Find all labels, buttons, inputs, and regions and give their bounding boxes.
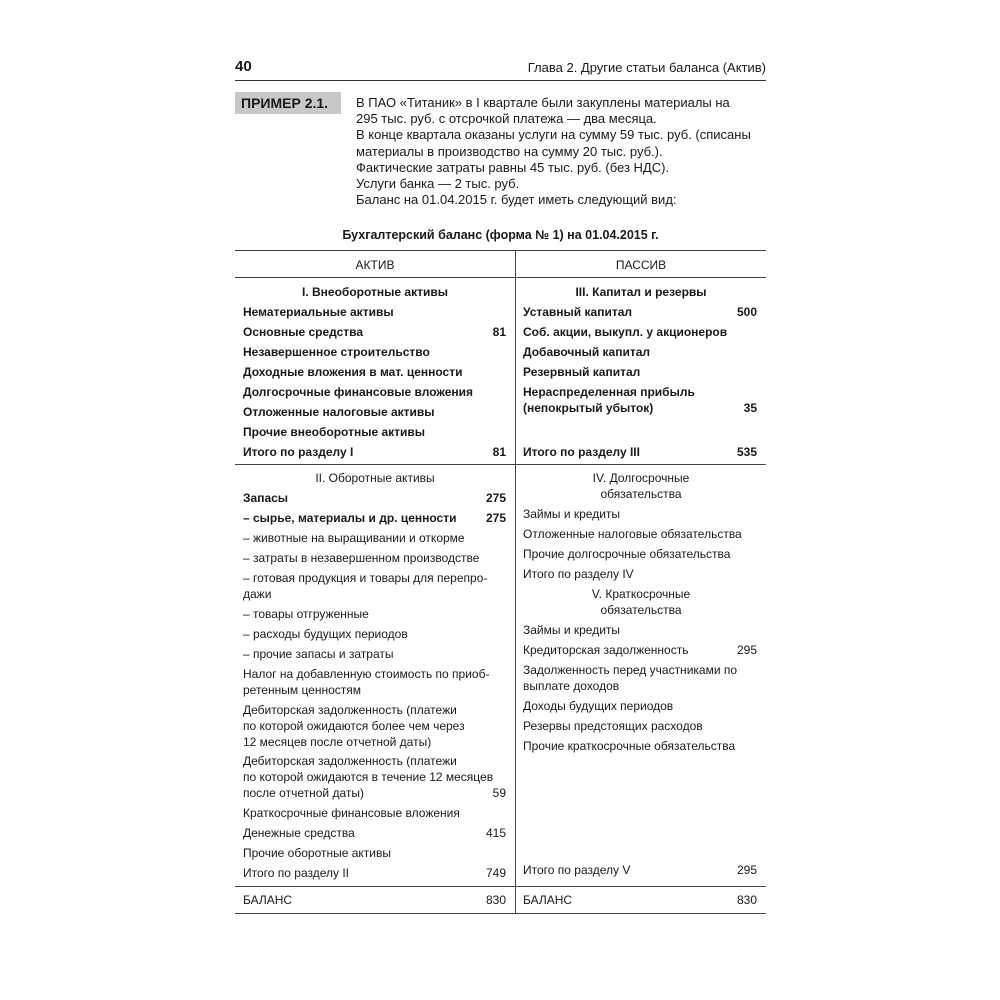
example-line: материалы в производство на сумму 20 тыс. руб.). (356, 143, 663, 159)
section-1-total: Итого по разделу I (243, 445, 354, 459)
aktiv-header: АКТИВ (355, 258, 395, 272)
list-item: 12 месяцев после отчетной даты) (243, 735, 432, 749)
list-item: Денежные средства (243, 826, 355, 840)
section-divider-rule (235, 464, 766, 465)
row-value: 81 (492, 325, 506, 339)
list-item: ретенным ценностям (243, 683, 362, 697)
table-title: Бухгалтерский баланс (форма № 1) на 01.04.2015 г. (342, 228, 659, 242)
list-item: Дебиторская задолженность (платежи (243, 754, 457, 768)
row-value: 81 (492, 445, 506, 459)
section-5-title: V. Краткосрочные (591, 587, 691, 601)
list-item: выплате доходов (523, 679, 620, 693)
list-item: Отложенные налоговые активы (243, 405, 435, 419)
list-item: Задолженность перед участниками по (523, 663, 738, 677)
chapter-title: Глава 2. Другие статьи баланса (Актив) (527, 60, 766, 75)
header-bottom-rule (235, 277, 766, 278)
balance-value-left: 830 (485, 893, 506, 907)
list-item: Дебиторская задолженность (платежи (243, 703, 457, 717)
section-5-title: обязательства (600, 603, 682, 617)
list-item: – затраты в незавершенном производстве (243, 551, 480, 565)
list-item: Резервный капитал (523, 365, 641, 379)
list-item: дажи (243, 587, 272, 601)
list-item: Кредиторская задолженность (523, 643, 689, 657)
list-item: Уставный капитал (523, 305, 632, 319)
list-item: Займы и кредиты (523, 507, 621, 521)
table-top-rule (235, 250, 766, 251)
list-item: после отчетной даты) (243, 786, 364, 800)
list-item: – расходы будущих периодов (243, 627, 408, 641)
list-item: Незавершенное строительство (243, 345, 430, 359)
section-4-title: обязательства (600, 487, 682, 501)
list-item: Доходные вложения в мат. ценности (243, 365, 463, 379)
list-item: Долгосрочные финансовые вложения (243, 385, 474, 399)
row-value: 59 (492, 786, 506, 800)
balance-value-right: 830 (736, 893, 757, 907)
list-item: Добавочный капитал (523, 345, 651, 359)
section-5-total: Итого по разделу V (523, 863, 631, 877)
list-item: по которой ожидаются в течение 12 месяцев (243, 770, 494, 784)
page-number: 40 (235, 58, 252, 75)
table-bottom-rule (235, 913, 766, 914)
example-label: ПРИМЕР 2.1. (235, 92, 341, 114)
header-divider (235, 80, 766, 81)
list-item: – товары отгруженные (243, 607, 369, 621)
row-value: 415 (485, 826, 506, 840)
row-value: 295 (736, 643, 757, 657)
list-item: Краткосрочные финансовые вложения (243, 806, 460, 820)
list-item: – прочие запасы и затраты (243, 647, 394, 661)
balance-label-left: БАЛАНС (243, 893, 293, 907)
list-item: Отложенные налоговые обязательства (523, 527, 742, 541)
list-item: Доходы будущих периодов (523, 699, 674, 713)
example-line: 295 тыс. руб. с отсрочкой платежа — два месяца. (356, 111, 657, 127)
section-3-total: Итого по разделу III (523, 445, 640, 459)
row-value: 500 (736, 305, 757, 319)
list-item: Нематериальные активы (243, 305, 394, 319)
section-2-title: II. Оборотные активы (315, 471, 435, 485)
example-line: Услуги банка — 2 тыс. руб. (356, 176, 520, 192)
section-2-total: Итого по разделу II (243, 866, 350, 880)
list-item: Запасы (243, 491, 289, 505)
list-item: – готовая продукция и товары для перепро- (243, 571, 488, 585)
row-value: 535 (736, 445, 757, 459)
list-item: Займы и кредиты (523, 623, 621, 637)
list-item: Прочие долгосрочные обязательства (523, 547, 731, 561)
balance-label-right: БАЛАНС (523, 893, 573, 907)
list-item: Резервы предстоящих расходов (523, 719, 703, 733)
example-text (356, 95, 771, 208)
row-value: 749 (485, 866, 506, 880)
section-1-title: I. Внеоборотные активы (302, 285, 448, 299)
section-3-title: III. Капитал и резервы (575, 285, 707, 299)
example-line: В конце квартала оказаны услуги на сумму 59 тыс. руб. (списаны (356, 127, 751, 143)
column-divider (515, 250, 516, 913)
list-item: – животные на выращивании и откорме (243, 531, 465, 545)
list-item: Нераспределенная прибыль (523, 385, 695, 399)
row-value: 275 (485, 511, 506, 525)
list-item: Прочие краткосрочные обязательства (523, 739, 736, 753)
balance-top-rule (235, 886, 766, 887)
row-value: 275 (485, 491, 506, 505)
list-item: Соб. акции, выкупл. у акционеров (523, 325, 728, 339)
example-line: В ПАО «Титаник» в I квартале были закуплены материалы на (356, 95, 730, 110)
section-4-total: Итого по разделу IV (523, 567, 634, 581)
row-value: 295 (736, 863, 757, 877)
list-item: Основные средства (243, 325, 364, 339)
row-value: 35 (743, 401, 757, 415)
list-item: (непокрытый убыток) (523, 401, 654, 415)
list-item: Налог на добавленную стоимость по приоб- (243, 667, 490, 681)
list-item: по которой ожидаются более чем через (243, 719, 465, 733)
section-4-title: IV. Долгосрочные (592, 471, 690, 485)
example-line: Фактические затраты равны 45 тыс. руб. (без НДС). (356, 159, 670, 175)
list-item: Прочие внеоборотные активы (243, 425, 426, 439)
list-item: Прочие оборотные активы (243, 846, 391, 860)
example-line: Баланс на 01.04.2015 г. будет иметь следующий вид: (356, 192, 677, 208)
passiv-header: ПАССИВ (615, 258, 667, 272)
list-item: – сырье, материалы и др. ценности (243, 511, 457, 525)
